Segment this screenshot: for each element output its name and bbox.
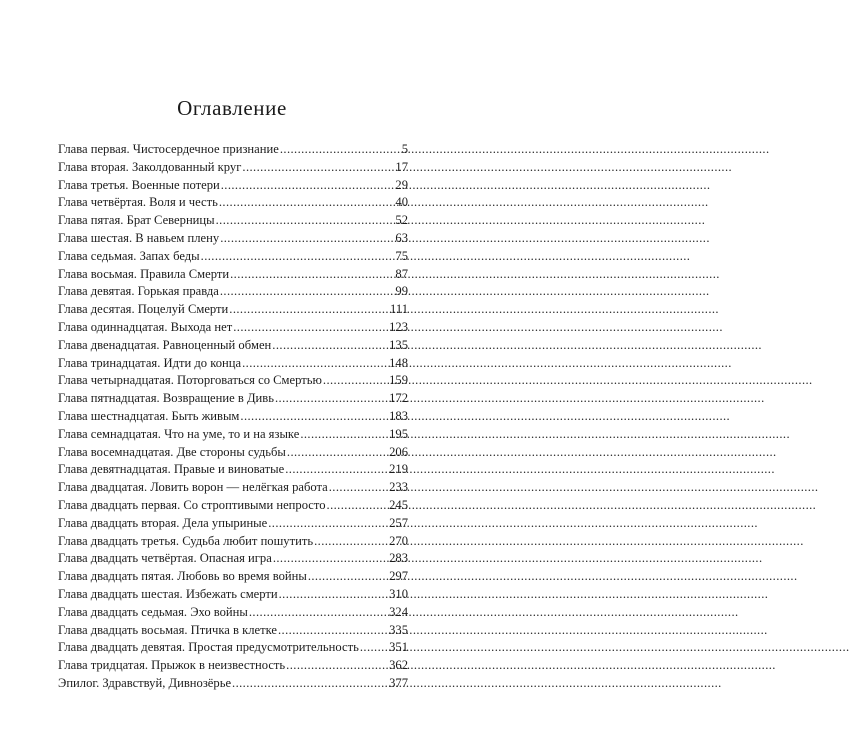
chapter-title: Глава двадцать первая. Со строптивыми непросто [58, 497, 326, 512]
toc-entry [58, 515, 408, 533]
toc-entry [58, 337, 408, 355]
toc-entry [58, 533, 408, 551]
toc-entry [58, 461, 408, 479]
page-number: 335 [389, 622, 408, 637]
chapter-title: Глава седьмая. Запах беды [58, 248, 200, 263]
dot-leader [287, 444, 388, 462]
dot-leader [308, 568, 388, 586]
chapter-title: Глава двадцать девятая. Простая предусмотрительность [58, 640, 359, 655]
chapter-title: Глава десятая. Поцелуй Смерти [58, 302, 229, 317]
chapter-title: Глава двадцать третья. Судьба любит пошутить [58, 533, 314, 548]
dot-leader [285, 461, 388, 479]
toc-entry [58, 426, 408, 444]
chapter-title: Глава вторая. Заколдованный круг [58, 159, 242, 174]
page-number: 159 [389, 373, 408, 388]
chapter-title: Глава двадцать четвёртая. Опасная игра [58, 551, 272, 566]
toc-entry [58, 319, 408, 337]
toc-entry [58, 177, 408, 195]
dot-leader [201, 248, 395, 266]
chapter-title: Глава четвёртая. Воля и честь [58, 195, 218, 210]
toc-entry [58, 586, 408, 604]
toc-entry [58, 550, 408, 568]
page-number: 233 [389, 480, 408, 495]
toc-entry [58, 372, 408, 390]
dot-leader [327, 497, 389, 515]
chapter-title: Глава тридцатая. Прыжок в неизвестность [58, 658, 286, 673]
chapter-title: Глава двенадцатая. Равноценный обмен [58, 337, 272, 352]
chapter-title: Глава двадцать шестая. Избежать смерти [58, 586, 278, 601]
chapter-title: Глава девятая. Горькая правда [58, 284, 219, 299]
chapter-title: Глава двадцать седьмая. Эхо войны [58, 604, 248, 619]
page-number: 377 [389, 675, 408, 690]
dot-leader [232, 675, 388, 693]
dot-leader [220, 230, 394, 248]
page-number: 99 [395, 284, 408, 299]
dot-leader [300, 426, 388, 444]
page-number: 257 [389, 515, 408, 530]
page-number: 29 [395, 177, 408, 192]
dot-leader [220, 283, 395, 301]
chapter-title: Глава пятая. Брат Северницы [58, 213, 215, 228]
page-number: 5 [401, 142, 408, 156]
page-number: 270 [389, 533, 408, 548]
page-number: 195 [389, 426, 408, 441]
page-number: 123 [389, 319, 408, 334]
chapter-title: Глава восемнадцатая. Две стороны судьбы [58, 444, 286, 459]
toc-entry [58, 283, 408, 301]
dot-leader [323, 372, 388, 390]
dot-leader [280, 141, 401, 159]
toc-entry [58, 266, 408, 284]
toc-entry [58, 390, 408, 408]
dot-leader [286, 657, 388, 675]
chapter-title: Глава четырнадцатая. Поторговаться со Смертью [58, 373, 322, 388]
toc-entry [58, 444, 408, 462]
dot-leader [233, 319, 388, 337]
page-number: 297 [389, 569, 408, 584]
chapter-title: Глава одиннадцатая. Выхода нет [58, 319, 233, 334]
page-number: 351 [389, 640, 408, 655]
toc-entry [58, 194, 408, 212]
page-number: 219 [389, 462, 408, 477]
chapter-title: Глава двадцатая. Ловить ворон — нелёгкая работа [58, 480, 328, 495]
page-number: 148 [389, 355, 408, 370]
page-title: Оглавление [177, 96, 287, 120]
page-number: 135 [389, 337, 408, 352]
dot-leader [329, 479, 388, 497]
dot-leader [278, 622, 388, 640]
page-number: 75 [395, 248, 408, 263]
chapter-title: Глава третья. Военные потери [58, 177, 220, 192]
page-number: 362 [389, 658, 408, 673]
dot-leader [249, 604, 388, 622]
page-number: 283 [389, 551, 408, 566]
page-number: 111 [390, 302, 408, 317]
chapter-title: Глава тринадцатая. Идти до конца [58, 355, 242, 370]
chapter-title: Глава двадцать вторая. Дела упыриные [58, 515, 268, 530]
toc-entry [58, 355, 408, 373]
chapter-title: Глава двадцать восьмая. Птичка в клетке [58, 622, 277, 637]
toc-entry [58, 479, 408, 497]
chapter-title: Глава семнадцатая. Что на уме, то и на языке [58, 426, 300, 441]
toc-entry [58, 657, 408, 675]
toc-entry [58, 622, 408, 640]
dot-leader [272, 337, 388, 355]
page-number: 206 [389, 444, 408, 459]
page-number: 310 [389, 586, 408, 601]
page-number: 17 [395, 159, 408, 174]
page-number: 40 [395, 195, 408, 210]
table-of-contents [58, 141, 408, 693]
page-number: 183 [389, 408, 408, 423]
chapter-title: Глава двадцать пятая. Любовь во время войны [58, 569, 307, 584]
dot-leader [279, 586, 388, 604]
dot-leader [273, 550, 388, 568]
dot-leader [242, 159, 394, 177]
dot-leader [240, 408, 388, 426]
dot-leader [229, 301, 389, 319]
page-number: 52 [395, 213, 408, 228]
dot-leader [314, 533, 388, 551]
toc-entry [58, 604, 408, 622]
chapter-title: Глава пятнадцатая. Возвращение в Дивь [58, 391, 274, 406]
chapter-title: Глава шестая. В навьем плену [58, 230, 220, 245]
dot-leader [221, 177, 395, 195]
toc-entry [58, 568, 408, 586]
page-number: 63 [395, 230, 408, 245]
toc-entry [58, 497, 408, 515]
dot-leader [268, 515, 388, 533]
toc-entry [58, 301, 408, 319]
page-number: 87 [395, 266, 408, 281]
chapter-title: Глава девятнадцатая. Правые и виноватые [58, 462, 285, 477]
page-number: 172 [389, 391, 408, 406]
dot-leader [219, 194, 395, 212]
dot-leader [275, 390, 388, 408]
dot-leader [216, 212, 395, 230]
chapter-title: Глава восьмая. Правила Смерти [58, 266, 230, 281]
toc-entry [58, 212, 408, 230]
chapter-title: Эпилог. Здравствуй, Дивнозёрье [58, 675, 232, 690]
toc-entry [58, 675, 408, 693]
dot-leader [242, 355, 388, 373]
dot-leader [360, 639, 388, 657]
toc-entry [58, 159, 408, 177]
toc-entry [58, 248, 408, 266]
toc-entry [58, 141, 408, 159]
chapter-title: Глава первая. Чистосердечное признание [58, 142, 279, 156]
toc-entry [58, 639, 408, 657]
toc-entry [58, 230, 408, 248]
page-number: 245 [389, 497, 408, 512]
toc-entry [58, 408, 408, 426]
page-number: 324 [389, 604, 408, 619]
chapter-title: Глава шестнадцатая. Быть живым [58, 408, 240, 423]
dot-leader [230, 266, 394, 284]
